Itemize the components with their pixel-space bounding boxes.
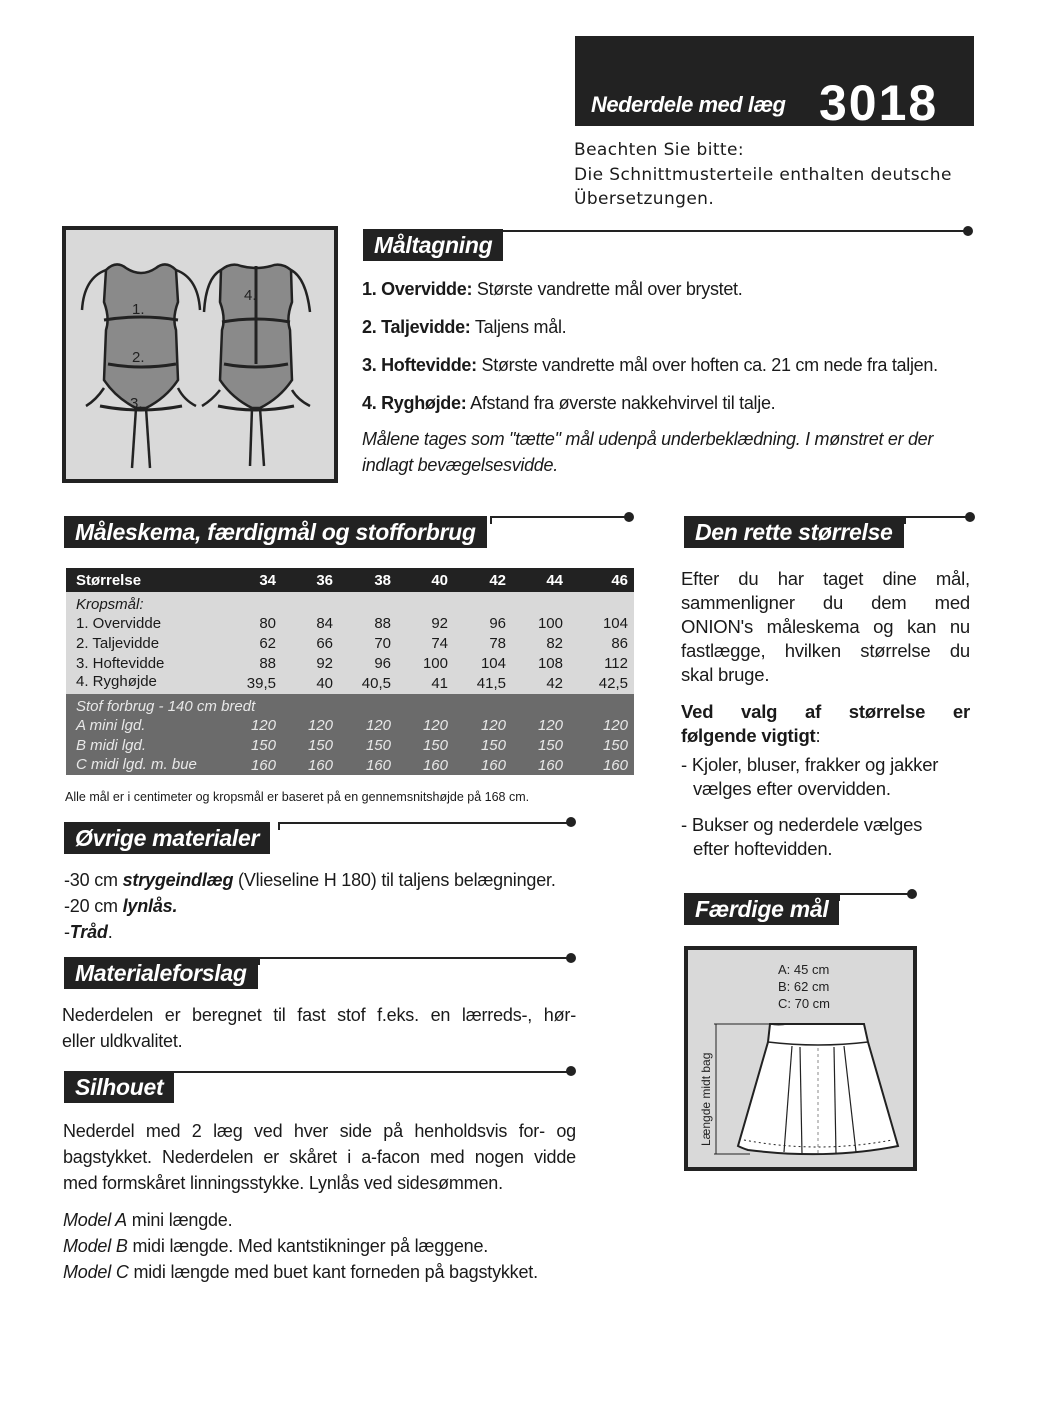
measure-text: Afstand fra øverste nakkehvirvel til talje. xyxy=(470,393,776,413)
measure-text: Taljens mål. xyxy=(474,317,567,337)
table-row xyxy=(66,755,634,775)
cell: 120 xyxy=(230,715,282,735)
cell: 150 xyxy=(512,735,569,755)
size-col: 34 xyxy=(230,568,282,592)
item-emphasis: strygeindlæg xyxy=(122,870,234,890)
row-label: A mini lgd. xyxy=(66,715,230,735)
right-size-important xyxy=(681,700,970,748)
section-rule xyxy=(904,516,970,518)
size-col: 44 xyxy=(512,568,569,592)
cell: 160 xyxy=(512,755,569,775)
table-row xyxy=(66,633,634,653)
rule-dot xyxy=(624,512,634,522)
cell: 70 xyxy=(339,633,397,653)
section-heading-suggestion: Materialeforslag xyxy=(64,957,258,989)
finished-c: C: 70 cm xyxy=(778,996,831,1011)
pattern-number: 3018 xyxy=(819,75,939,131)
table-footnote: Alle mål er i centimeter og kropsmål er baseret på en gennemsnitshøjde på 168 cm. xyxy=(65,790,530,804)
table-header-row xyxy=(66,568,634,592)
body-silhouette-illustration xyxy=(66,230,334,479)
cell: 120 xyxy=(569,715,634,735)
list-item: -20 cm lynlås. xyxy=(64,896,178,916)
cell: 78 xyxy=(454,633,512,653)
model-name: Model B xyxy=(63,1236,128,1256)
cell: 120 xyxy=(512,715,569,735)
cell: 41,5 xyxy=(454,673,512,694)
cell: 84 xyxy=(282,613,339,633)
list-item: -30 cm strygeindlæg (Vlieseline H 180) til taljens belægninger. xyxy=(64,870,556,890)
cell: 74 xyxy=(397,633,454,653)
cell: 92 xyxy=(397,613,454,633)
model-desc: midi længde. Med kantstikninger på læggene. xyxy=(127,1236,489,1256)
fabric-usage-label: Stof forbrug - 140 cm bredt xyxy=(66,694,634,715)
measure-label: 1. Overvidde: xyxy=(362,279,473,299)
paragraph-line: sammenligner du dem med xyxy=(681,592,970,613)
table-row xyxy=(66,673,634,694)
rule-dot xyxy=(963,226,973,236)
rule-tick xyxy=(278,822,280,830)
paragraph-line: Nederdelen er beregnet til fast stof f.eks. en lærreds-, hør- xyxy=(62,1005,576,1025)
item-text: 30 cm xyxy=(69,870,123,890)
row-label: 1. Overvidde xyxy=(66,613,230,633)
measure-note-line: indlagt bevægelsesvidde. xyxy=(362,455,558,475)
finished-b: B: 62 cm xyxy=(778,979,830,994)
cell: 40 xyxy=(282,673,339,694)
section-rule xyxy=(278,822,570,824)
measure-label: 3. Hoftevidde: xyxy=(362,355,477,375)
cell: 39,5 xyxy=(230,673,282,694)
rule-tick xyxy=(490,516,492,524)
cell: 150 xyxy=(282,735,339,755)
cell: 88 xyxy=(339,613,397,633)
row-label: 2. Taljevidde xyxy=(66,633,230,653)
rule-dot xyxy=(566,1066,576,1076)
materials-list xyxy=(64,867,556,945)
table-row xyxy=(66,653,634,673)
section-rule xyxy=(490,516,630,518)
cell: 150 xyxy=(397,735,454,755)
section-rule xyxy=(500,230,968,232)
rule-dot xyxy=(566,953,576,963)
cell: 160 xyxy=(569,755,634,775)
model-list xyxy=(63,1207,538,1285)
measure-label: 4. Ryghøjde: xyxy=(362,393,467,413)
item-text: (Vlieseline H 180) til taljens belægninger. xyxy=(233,870,556,890)
cell: 92 xyxy=(282,653,339,673)
paragraph-line: følgende vigtigt xyxy=(681,725,816,746)
section-heading-measuring: Måltagning xyxy=(363,229,503,261)
row-label: 4. Ryghøjde xyxy=(66,673,230,694)
note-line: Die Schnittmusterteile enthalten deutsche xyxy=(574,164,952,185)
cell: 41 xyxy=(397,673,454,694)
table-row xyxy=(66,735,634,755)
measure-item xyxy=(362,355,938,376)
bullet-line: efter hoftevidden. xyxy=(693,838,833,859)
section-heading-materials: Øvrige materialer xyxy=(64,822,270,854)
measure-item xyxy=(362,279,742,300)
section-heading-silhouette: Silhouet xyxy=(64,1071,174,1103)
rule-tick xyxy=(258,957,260,965)
paragraph-line: ONION's måleskema og kan nu xyxy=(681,616,970,637)
measure-note-line: Målene tages som "tætte" mål udenpå underbeklædning. I mønstret er der xyxy=(362,429,934,449)
right-size-bullets xyxy=(681,753,938,861)
cell: 150 xyxy=(569,735,634,755)
table-section-row xyxy=(66,592,634,613)
right-size-text xyxy=(681,567,970,687)
cell: 86 xyxy=(569,633,634,653)
rule-dot xyxy=(907,889,917,899)
paragraph-line: fastlægge, hvilken størrelse du xyxy=(681,640,970,661)
paragraph-punct: : xyxy=(815,725,821,746)
cell: 80 xyxy=(230,613,282,633)
cell: 160 xyxy=(454,755,512,775)
pattern-subtitle: Nederdele med læg xyxy=(591,92,786,117)
row-label: C midi lgd. m. bue xyxy=(66,755,230,775)
section-heading-right-size: Den rette størrelse xyxy=(684,516,904,548)
skirt-illustration xyxy=(688,950,913,1167)
cell: 120 xyxy=(454,715,512,735)
cell: 112 xyxy=(569,653,634,673)
length-axis-label: Længde midt bag xyxy=(699,1052,713,1146)
cell: 88 xyxy=(230,653,282,673)
cell: 100 xyxy=(512,613,569,633)
item-text: 20 cm xyxy=(69,896,123,916)
bullet-line: vælges efter overvidden. xyxy=(693,778,891,799)
measure-text: Største vandrette mål over hoften ca. 21 cm nede fra taljen. xyxy=(481,355,938,375)
cell: 62 xyxy=(230,633,282,653)
table-section-row xyxy=(66,694,634,715)
rule-tick xyxy=(904,516,906,524)
size-chart-table xyxy=(66,568,634,775)
size-header: Størrelse xyxy=(66,568,230,592)
measure-item xyxy=(362,317,566,338)
measure-item xyxy=(362,393,775,414)
rule-dot xyxy=(965,512,975,522)
rule-tick xyxy=(172,1071,174,1079)
bullet-line: - Bukser og nederdele vælges xyxy=(681,814,923,835)
item-emphasis: lynlås. xyxy=(122,896,178,916)
paragraph-line: Efter du har taget dine mål, xyxy=(681,568,970,589)
paragraph-line: Nederdel med 2 læg ved hver side på henholdsvis for- og xyxy=(63,1121,576,1141)
size-col: 36 xyxy=(282,568,339,592)
body-label: 1. xyxy=(132,301,145,318)
note-line: Beachten Sie bitte: xyxy=(574,140,744,160)
rule-dot xyxy=(566,817,576,827)
size-col: 42 xyxy=(454,568,512,592)
section-heading-size-chart: Måleskema, færdigmål og stofforbrug xyxy=(64,516,487,548)
item-emphasis: Tråd xyxy=(69,922,108,942)
item-text: . xyxy=(107,922,113,942)
section-rule xyxy=(172,1071,570,1073)
row-label: 3. Hoftevidde xyxy=(66,653,230,673)
list-item: -Tråd. xyxy=(64,922,113,942)
model-item xyxy=(63,1233,538,1259)
cell: 66 xyxy=(282,633,339,653)
cell: 160 xyxy=(339,755,397,775)
rule-tick xyxy=(838,893,840,901)
finished-a: A: 45 cm xyxy=(778,962,830,977)
model-item xyxy=(63,1207,538,1233)
cell: 42,5 xyxy=(569,673,634,694)
paragraph-line: med formskåret linningsstykke. Lynlås ved sidesømmen. xyxy=(63,1173,503,1193)
cell: 96 xyxy=(339,653,397,673)
cell: 104 xyxy=(454,653,512,673)
cell: 100 xyxy=(397,653,454,673)
size-col: 40 xyxy=(397,568,454,592)
suggestion-text xyxy=(62,1002,576,1054)
section-heading-finished: Færdige mål xyxy=(684,893,839,925)
cell: 150 xyxy=(230,735,282,755)
language-note xyxy=(574,138,952,212)
model-name: Model C xyxy=(63,1262,129,1282)
paragraph-line: eller uldkvalitet. xyxy=(62,1031,183,1051)
cell: 120 xyxy=(397,715,454,735)
bullet-line: - Kjoler, bluser, frakker og jakker xyxy=(681,754,939,775)
cell: 120 xyxy=(282,715,339,735)
section-rule xyxy=(258,957,570,959)
model-desc: midi længde med buet kant forneden på bagstykket. xyxy=(128,1262,538,1282)
section-rule xyxy=(838,893,912,895)
paragraph-line: skal bruge. xyxy=(681,664,770,685)
measure-label: 2. Taljevidde: xyxy=(362,317,471,337)
row-label: B midi lgd. xyxy=(66,735,230,755)
body-label: 4. xyxy=(244,287,257,304)
size-col: 46 xyxy=(569,568,634,592)
cell: 96 xyxy=(454,613,512,633)
size-col: 38 xyxy=(339,568,397,592)
paragraph-line: bagstykket. Nederdelen er skåret i a-facon med nogen vidde xyxy=(63,1147,576,1167)
model-desc: mini længde. xyxy=(126,1210,233,1230)
cell: 104 xyxy=(569,613,634,633)
body-measurement-figure xyxy=(62,226,338,483)
body-measure-label: Kropsmål: xyxy=(66,592,634,613)
cell: 160 xyxy=(230,755,282,775)
note-line: Übersetzungen. xyxy=(574,189,715,209)
cell: 160 xyxy=(397,755,454,775)
pattern-header xyxy=(575,36,974,131)
body-label: 3. xyxy=(130,395,143,412)
cell: 160 xyxy=(282,755,339,775)
cell: 42 xyxy=(512,673,569,694)
body-label: 2. xyxy=(132,349,145,366)
measure-text: Største vandrette mål over brystet. xyxy=(476,279,743,299)
cell: 82 xyxy=(512,633,569,653)
model-item xyxy=(63,1259,538,1285)
table-row xyxy=(66,715,634,735)
measure-note xyxy=(362,426,933,478)
cell: 40,5 xyxy=(339,673,397,694)
cell: 150 xyxy=(454,735,512,755)
skirt-figure xyxy=(684,946,917,1171)
cell: 108 xyxy=(512,653,569,673)
paragraph-line: Ved valg af størrelse er xyxy=(681,701,970,722)
table-row xyxy=(66,613,634,633)
cell: 150 xyxy=(339,735,397,755)
model-name: Model A xyxy=(63,1210,127,1230)
silhouette-text xyxy=(63,1118,576,1196)
cell: 120 xyxy=(339,715,397,735)
